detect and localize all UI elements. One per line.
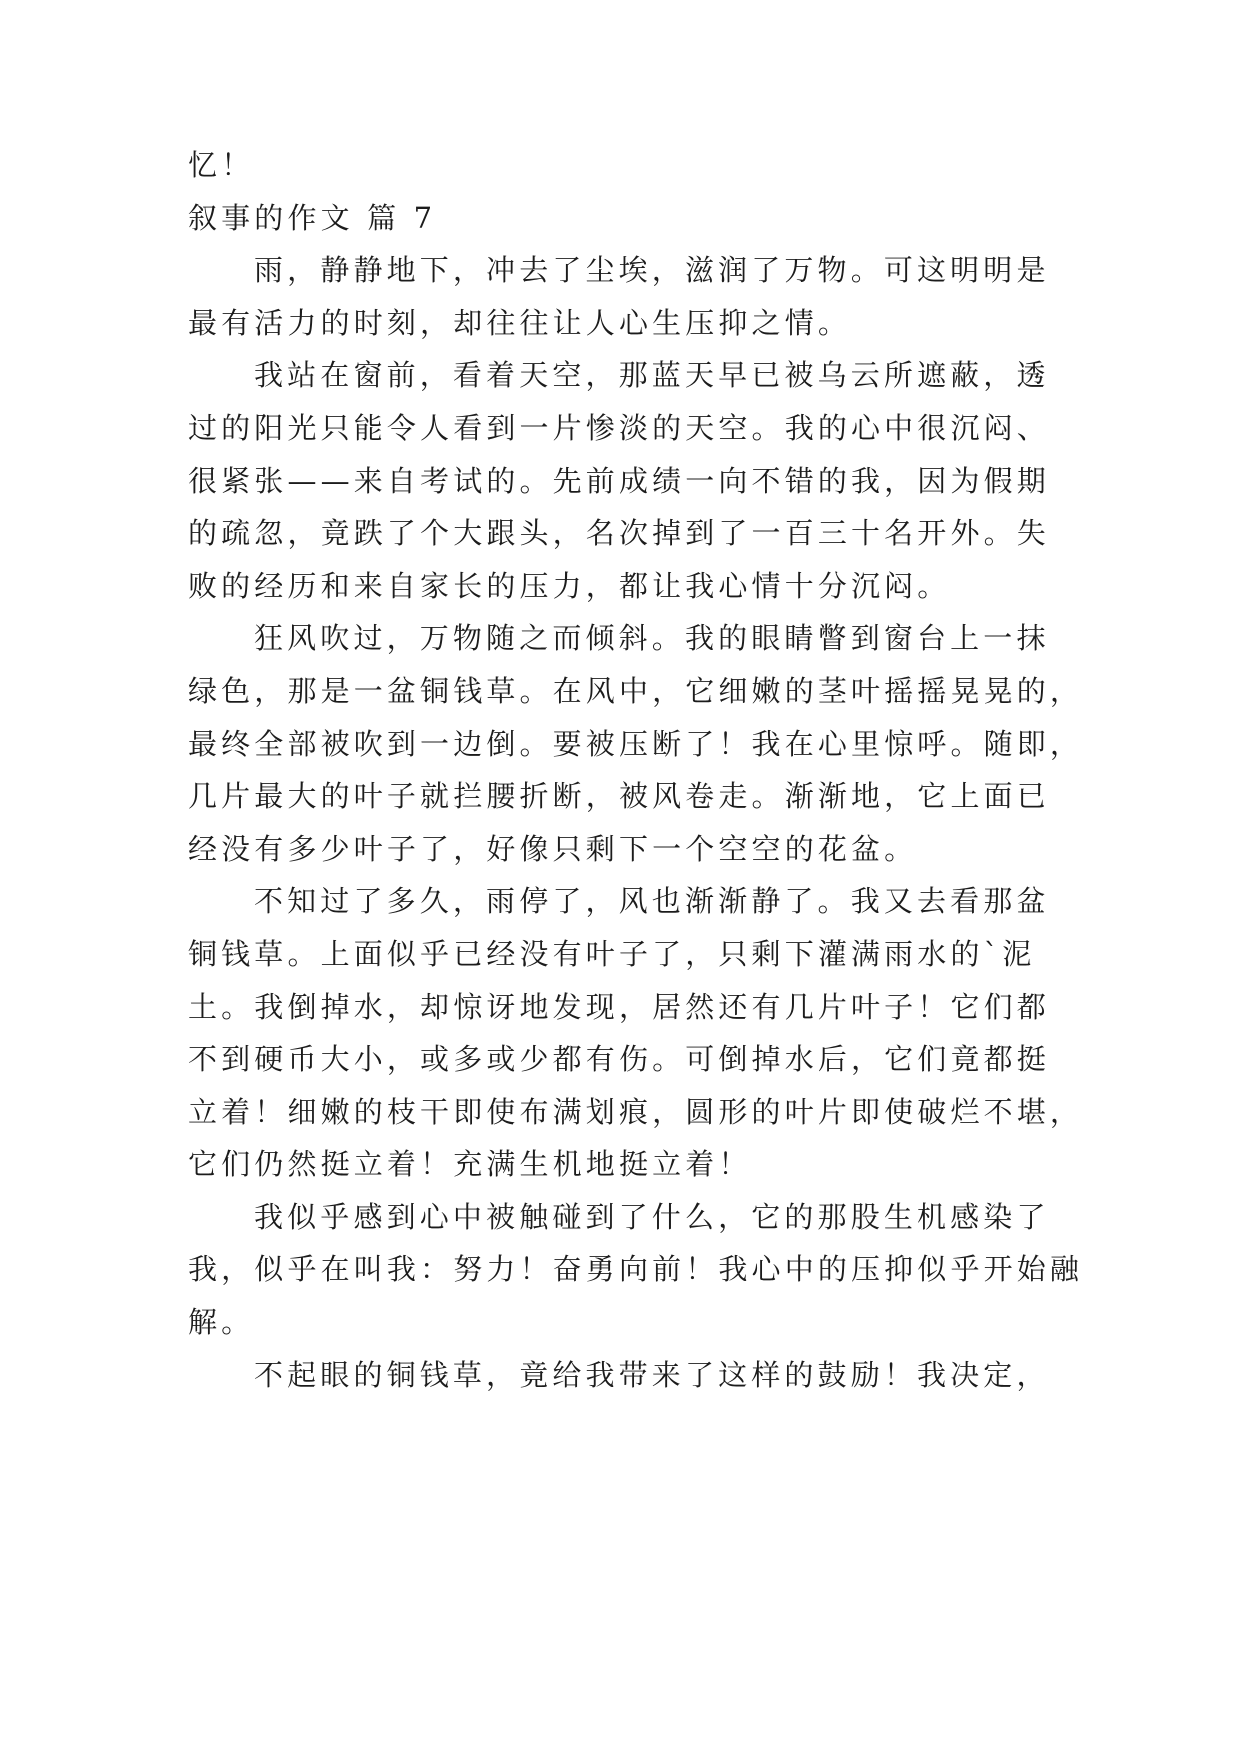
text-line: 解。 — [188, 1305, 255, 1340]
paragraph — [188, 875, 1148, 1191]
text-line: 败的经历和来自家长的压力，都让我心情十分沉闷。 — [188, 568, 951, 603]
paragraph — [188, 612, 1148, 875]
text-line: 它们仍然挺立着！充满生机地挺立着！ — [188, 1147, 752, 1182]
text-line: 忆！ — [188, 148, 255, 182]
text-line: 几片最大的叶子就拦腰折断，被风卷走。渐渐地，它上面已 — [188, 779, 1050, 814]
text-line: 我似乎感到心中被触碰到了什么，它的那股生机感染了 — [254, 1199, 1050, 1234]
text-line: 很紧张——来自考试的。先前成绩一向不错的我，因为假期 — [188, 463, 1050, 498]
text-line: 我，似乎在叫我：努力！奋勇向前！我心中的压抑似乎开始融 — [188, 1252, 1084, 1287]
text-line: 雨，静静地下，冲去了尘埃，滋润了万物。可这明明是 — [254, 253, 1050, 288]
text-line: 土。我倒掉水，却惊讶地发现，居然还有几片叶子！它们都 — [188, 989, 1050, 1024]
paragraph — [188, 349, 1148, 612]
text-line: 不到硬币大小，或多或少都有伤。可倒掉水后，它们竟都挺 — [188, 1042, 1050, 1077]
text-line: 绿色，那是一盆铜钱草。在风中，它细嫩的茎叶摇摇晃晃的， — [188, 673, 1084, 708]
text-line: 过的阳光只能令人看到一片惨淡的天空。我的心中很沉闷、 — [188, 410, 1050, 445]
section-heading: 叙事的作文 篇 7 — [188, 200, 437, 235]
text-line: 立着！细嫩的枝干即使布满划痕，圆形的叶片即使破烂不堪， — [188, 1094, 1084, 1129]
text-line: 不知过了多久，雨停了，风也渐渐静了。我又去看那盆 — [254, 884, 1050, 919]
paragraph-continuation — [188, 139, 1148, 192]
text-line: 铜钱草。上面似乎已经没有叶子了，只剩下灌满雨水的`泥 — [188, 936, 1036, 971]
text-line: 不起眼的铜钱草，竟给我带来了这样的鼓励！我决定， — [254, 1357, 1050, 1392]
paragraph — [188, 1349, 1148, 1402]
text-line: 的疏忽，竟跌了个大跟头，名次掉到了一百三十名开外。失 — [188, 516, 1050, 551]
text-line: 最有活力的时刻，却往往让人心生压抑之情。 — [188, 305, 852, 340]
text-line: 经没有多少叶子了，好像只剩下一个空空的花盆。 — [188, 831, 918, 866]
text-line: 狂风吹过，万物随之而倾斜。我的眼睛瞥到窗台上一抹 — [254, 621, 1050, 656]
paragraph — [188, 244, 1148, 349]
document-body — [188, 139, 1148, 1401]
text-line: 最终全部被吹到一边倒。要被压断了！我在心里惊呼。随即， — [188, 726, 1084, 761]
paragraph — [188, 1191, 1148, 1349]
text-line: 我站在窗前，看着天空，那蓝天早已被乌云所遮蔽，透 — [254, 358, 1050, 393]
